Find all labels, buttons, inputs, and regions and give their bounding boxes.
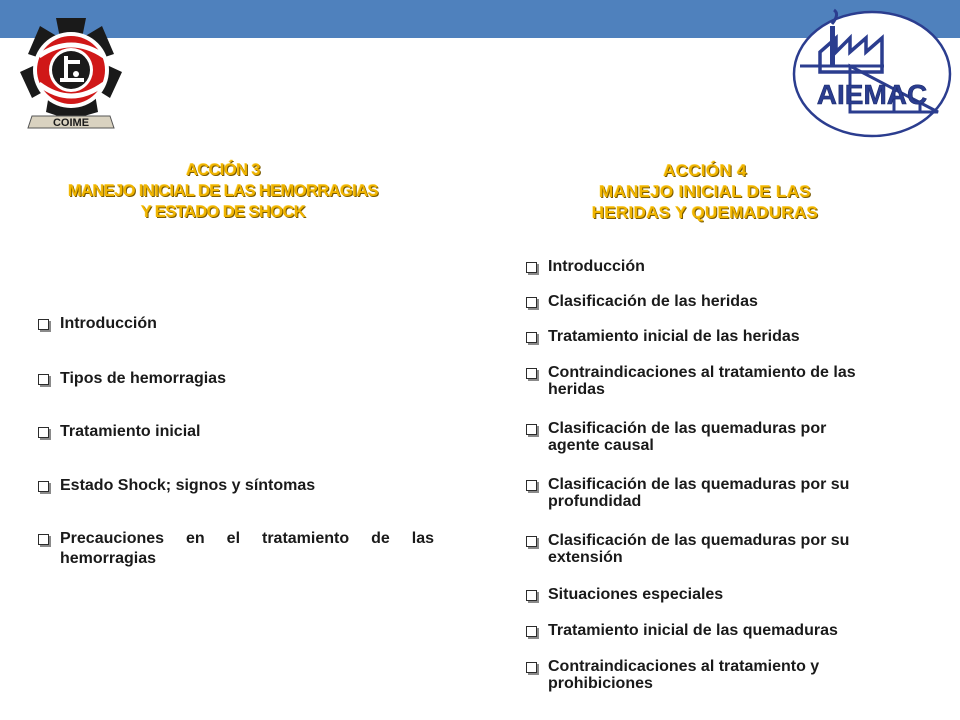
list-item: Tipos de hemorragias: [38, 369, 434, 389]
accion-4-heading: [480, 160, 930, 223]
checkbox-bullet-icon: [526, 424, 537, 435]
list-item: Tratamiento inicial: [38, 422, 434, 442]
list-item: Introducción: [526, 258, 936, 275]
list-item: Situaciones especiales: [526, 586, 936, 603]
aiemac-logo-text: AIEMAC: [816, 79, 928, 110]
checkbox-bullet-icon: [526, 368, 537, 379]
accion-3-subtitle-line2: Y ESTADO DE SHOCK: [140, 203, 306, 221]
checkbox-bullet-icon: [38, 534, 49, 545]
list-item: Introducción: [38, 314, 434, 334]
checkbox-bullet-icon: [526, 297, 537, 308]
checkbox-bullet-icon: [38, 374, 49, 385]
list-item: Clasificación de las heridas: [526, 293, 936, 310]
checkbox-bullet-icon: [38, 481, 49, 492]
accion-3-heading: [18, 160, 428, 223]
checkbox-bullet-icon: [526, 662, 537, 673]
checkbox-bullet-icon: [38, 319, 49, 330]
list-item: Contraindicaciones al tratamiento de las heridas: [526, 364, 936, 398]
checkbox-bullet-icon: [526, 332, 537, 343]
list-item: Clasificación de las quemaduras por agente causal: [526, 420, 936, 454]
accion-4-title: ACCIÓN 4: [663, 161, 747, 180]
list-item: Precauciones en el tratamiento de las hemorragias: [38, 529, 434, 569]
list-item: Estado Shock; signos y síntomas: [38, 476, 434, 496]
checkbox-bullet-icon: [526, 480, 537, 491]
aiemac-logo: [790, 8, 952, 138]
checkbox-bullet-icon: [38, 427, 49, 438]
accion-4-subtitle-line2: HERIDAS Y QUEMADURAS: [591, 203, 819, 222]
list-item: Clasificación de las quemaduras por su extensión: [526, 532, 936, 566]
checkbox-bullet-icon: [526, 262, 537, 273]
coime-logo: [18, 16, 124, 130]
accion-3-subtitle-line1: MANEJO INICIAL DE LAS HEMORRAGIAS: [68, 182, 378, 200]
coime-logo-text: COIME: [52, 117, 90, 129]
accion-3-title: ACCIÓN 3: [185, 161, 261, 179]
list-item: Tratamiento inicial de las heridas: [526, 328, 936, 345]
checkbox-bullet-icon: [526, 626, 537, 637]
list-item: Tratamiento inicial de las quemaduras: [526, 622, 936, 639]
list-item: Clasificación de las quemaduras por su profundidad: [526, 476, 936, 510]
checkbox-bullet-icon: [526, 536, 537, 547]
accion-4-subtitle-line1: MANEJO INICIAL DE LAS: [599, 182, 811, 201]
list-item: Contraindicaciones al tratamiento y prohibiciones: [526, 658, 936, 692]
checkbox-bullet-icon: [526, 590, 537, 601]
